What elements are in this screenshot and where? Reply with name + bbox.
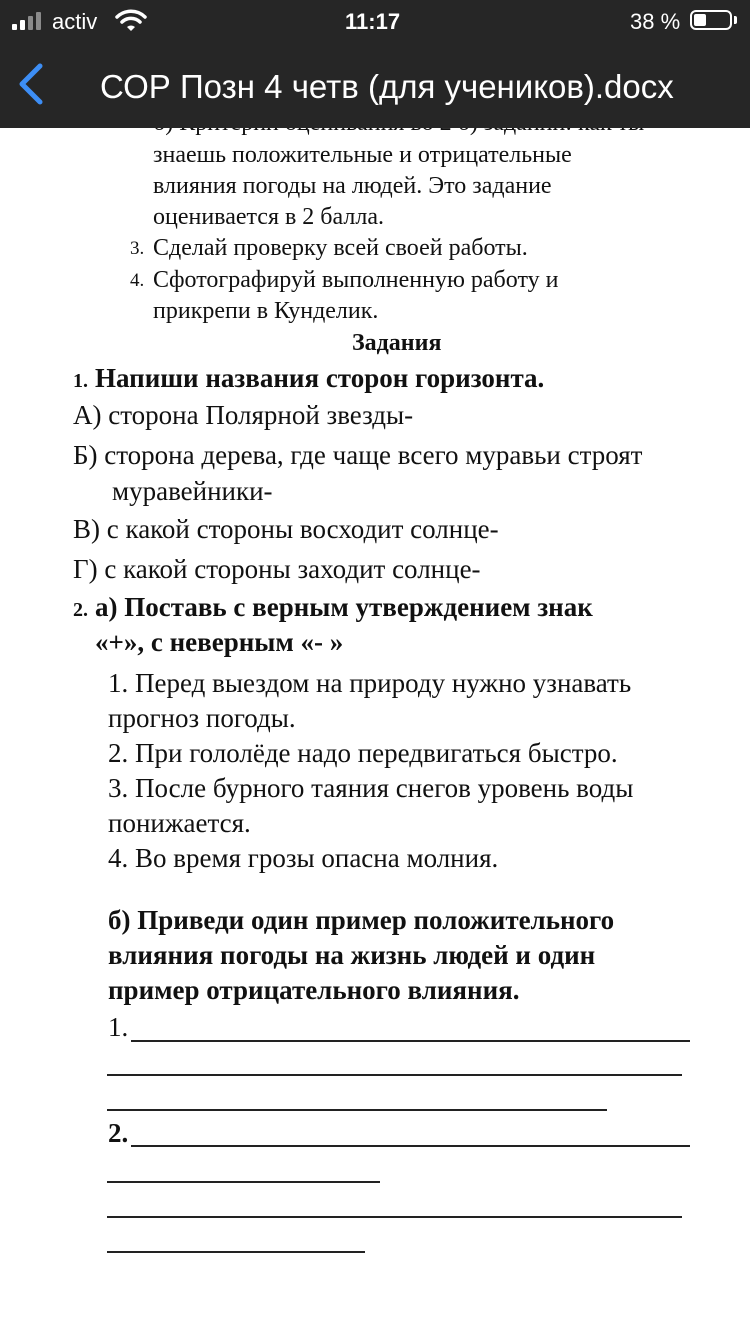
instruction-3-text: Сделай проверку всей своей работы. bbox=[153, 235, 528, 261]
answer-2-blank-line-2[interactable] bbox=[107, 1181, 380, 1183]
answer-1-blank-line-2[interactable] bbox=[107, 1074, 682, 1076]
statement-1-line-1: 1. Перед выездом на природу нужно узнавать bbox=[108, 668, 632, 698]
document-title: СОР Позн 4 четв (для учеников).docx bbox=[100, 68, 674, 105]
part-b-line-2: влияния погоды на жизнь людей и один bbox=[108, 940, 596, 970]
top-bar bbox=[0, 0, 750, 128]
instruction-2-line-4: оценивается в 2 балла. bbox=[153, 204, 384, 230]
task2-title-line-2: «+», с неверным «- » bbox=[95, 627, 344, 657]
instruction-4-number: 4. bbox=[130, 270, 145, 291]
task1-item-v: В) с какой стороны восходит солнце- bbox=[73, 514, 499, 544]
task1-item-b: Б) сторона дерева, где чаще всего муравьи строят bbox=[73, 440, 643, 470]
instruction-2-line-3: влияния погоды на людей. Это задание bbox=[153, 173, 552, 199]
part-b-line-3: пример отрицательного влияния. bbox=[108, 975, 520, 1005]
statement-3-line-1: 3. После бурного таяния снегов уровень воды bbox=[108, 773, 634, 803]
statement-4: 4. Во время грозы опасна молния. bbox=[108, 843, 499, 873]
statement-1-line-2: прогноз погоды. bbox=[108, 703, 296, 733]
carrier-name: activ bbox=[52, 9, 98, 34]
battery-percent: 38 % bbox=[630, 9, 681, 34]
answer-2-label: 2. bbox=[108, 1118, 129, 1148]
answer-2-blank-line-4[interactable] bbox=[107, 1251, 365, 1253]
answer-2-blank-line-1[interactable] bbox=[131, 1145, 690, 1147]
task1-number: 1. bbox=[73, 370, 88, 392]
battery-cap bbox=[734, 16, 737, 24]
task2-number: 2. bbox=[73, 599, 88, 621]
tasks-heading: Задания bbox=[352, 330, 442, 356]
part-b-line-1: б) Приведи один пример положительного bbox=[108, 905, 615, 935]
statement-2: 2. При гололёде надо передвигаться быстро. bbox=[108, 738, 618, 768]
answer-2-blank-line-3[interactable] bbox=[107, 1216, 682, 1218]
task2-title-line-1: а) Поставь с верным утверждением знак bbox=[95, 592, 593, 622]
instruction-4-line-2: прикрепи в Кунделик. bbox=[153, 298, 379, 324]
task1-item-g: Г) с какой стороны заходит солнце- bbox=[73, 554, 481, 584]
statement-3-line-2: понижается. bbox=[108, 808, 251, 838]
battery-icon bbox=[690, 10, 732, 30]
cellular-signal-icon bbox=[12, 12, 46, 30]
instruction-4-line-1: Сфотографируй выполненную работу и bbox=[153, 267, 559, 293]
answer-1-blank-line-1[interactable] bbox=[131, 1040, 690, 1042]
instruction-2-line-2: знаешь положительные и отрицательные bbox=[153, 142, 572, 168]
task1-item-b-cont: муравейники- bbox=[112, 476, 273, 506]
chevron-left-icon bbox=[8, 56, 56, 112]
task1-title: Напиши названия сторон горизонта. bbox=[95, 363, 545, 393]
clock-time: 11:17 bbox=[345, 9, 401, 34]
answer-1-blank-line-3[interactable] bbox=[107, 1109, 607, 1111]
wifi-icon bbox=[115, 9, 147, 33]
task1-item-a: А) сторона Полярной звезды- bbox=[73, 400, 414, 430]
answer-1-label: 1. bbox=[108, 1012, 129, 1042]
instruction-3-number: 3. bbox=[130, 238, 145, 259]
back-button[interactable] bbox=[8, 56, 56, 112]
